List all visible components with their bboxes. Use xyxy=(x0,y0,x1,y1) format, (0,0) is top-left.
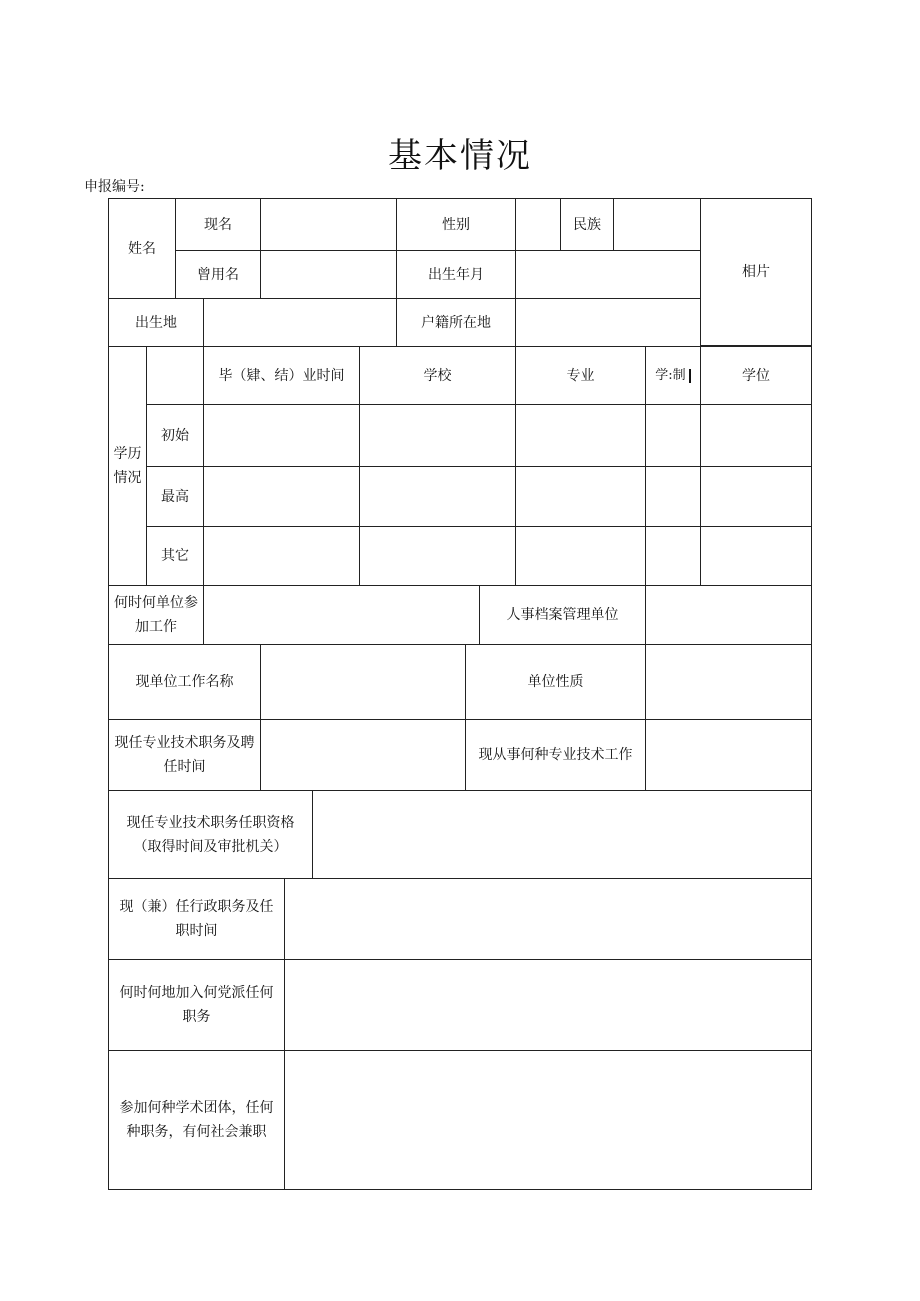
birthplace-label: 出生地 xyxy=(108,298,204,347)
edu-cell[interactable] xyxy=(700,526,812,586)
photo-box[interactable]: 相片 xyxy=(700,198,812,346)
major-header: 专业 xyxy=(515,346,646,405)
gender-field[interactable] xyxy=(515,198,561,251)
edu-cell[interactable] xyxy=(515,466,646,527)
education-corner-cell xyxy=(146,346,204,405)
party-field[interactable] xyxy=(284,959,812,1051)
edu-cell[interactable] xyxy=(645,466,701,527)
edu-cell[interactable] xyxy=(359,526,516,586)
current-unit-label: 现单位工作名称 xyxy=(108,644,261,720)
party-label: 何时何地加入何党派任何职务 xyxy=(108,959,285,1051)
study-system-header: 学:制 xyxy=(645,346,701,405)
qualification-field[interactable] xyxy=(312,790,812,879)
edu-cell[interactable] xyxy=(203,526,360,586)
edu-row-label: 初始 xyxy=(146,404,204,467)
current-work-field[interactable] xyxy=(645,719,812,791)
admin-post-field[interactable] xyxy=(284,878,812,960)
edu-cell[interactable] xyxy=(700,404,812,467)
edu-cell[interactable] xyxy=(203,404,360,467)
gender-label: 性别 xyxy=(396,198,516,251)
edu-cell[interactable] xyxy=(515,404,646,467)
former-name-label: 曾用名 xyxy=(175,250,261,299)
birthplace-field[interactable] xyxy=(203,298,397,347)
grad-time-header: 毕（肄、结）业时间 xyxy=(203,346,360,405)
edu-cell[interactable] xyxy=(515,526,646,586)
current-unit-field[interactable] xyxy=(260,644,466,720)
qualification-label: 现任专业技术职务任职资格 （取得时间及审批机关） xyxy=(108,790,313,879)
application-number-label: 申报编号: xyxy=(84,179,145,195)
unit-nature-label: 单位性质 xyxy=(465,644,646,720)
edu-cell[interactable] xyxy=(645,526,701,586)
unit-nature-field[interactable] xyxy=(645,644,812,720)
academic-field[interactable] xyxy=(284,1050,812,1190)
academic-label: 参加何种学术团体，任何种职务，有何社会兼职 xyxy=(108,1050,285,1190)
work-start-label: 何时何单位参加工作 xyxy=(108,585,204,645)
ethnicity-label: 民族 xyxy=(560,198,614,251)
text-cursor-mark xyxy=(689,369,691,383)
work-start-field[interactable] xyxy=(203,585,480,645)
birth-date-label: 出生年月 xyxy=(396,250,516,299)
ethnicity-field[interactable] xyxy=(613,198,701,251)
current-name-field[interactable] xyxy=(260,198,397,251)
current-name-label: 现名 xyxy=(175,198,261,251)
school-header: 学校 xyxy=(359,346,516,405)
edu-cell[interactable] xyxy=(645,404,701,467)
degree-header: 学位 xyxy=(700,346,812,405)
education-group-label: 学历情况 xyxy=(108,346,147,586)
edu-cell[interactable] xyxy=(203,466,360,527)
edu-cell[interactable] xyxy=(359,466,516,527)
current-work-label: 现从事何种专业技术工作 xyxy=(465,719,646,791)
birth-date-field[interactable] xyxy=(515,250,701,299)
name-group-label: 姓名 xyxy=(108,198,176,299)
edu-cell[interactable] xyxy=(359,404,516,467)
household-field[interactable] xyxy=(515,298,701,347)
edu-row-label: 其它 xyxy=(146,526,204,586)
household-label: 户籍所在地 xyxy=(396,298,516,347)
page-title: 基本情况 xyxy=(388,136,532,176)
current-title-label: 现任专业技术职务及聘任时间 xyxy=(108,719,261,791)
current-title-field[interactable] xyxy=(260,719,466,791)
archive-unit-label: 人事档案管理单位 xyxy=(479,585,646,645)
admin-post-label: 现（兼）任行政职务及任职时间 xyxy=(108,878,285,960)
edu-row-label: 最高 xyxy=(146,466,204,527)
edu-cell[interactable] xyxy=(700,466,812,527)
archive-unit-field[interactable] xyxy=(645,585,812,645)
former-name-field[interactable] xyxy=(260,250,397,299)
